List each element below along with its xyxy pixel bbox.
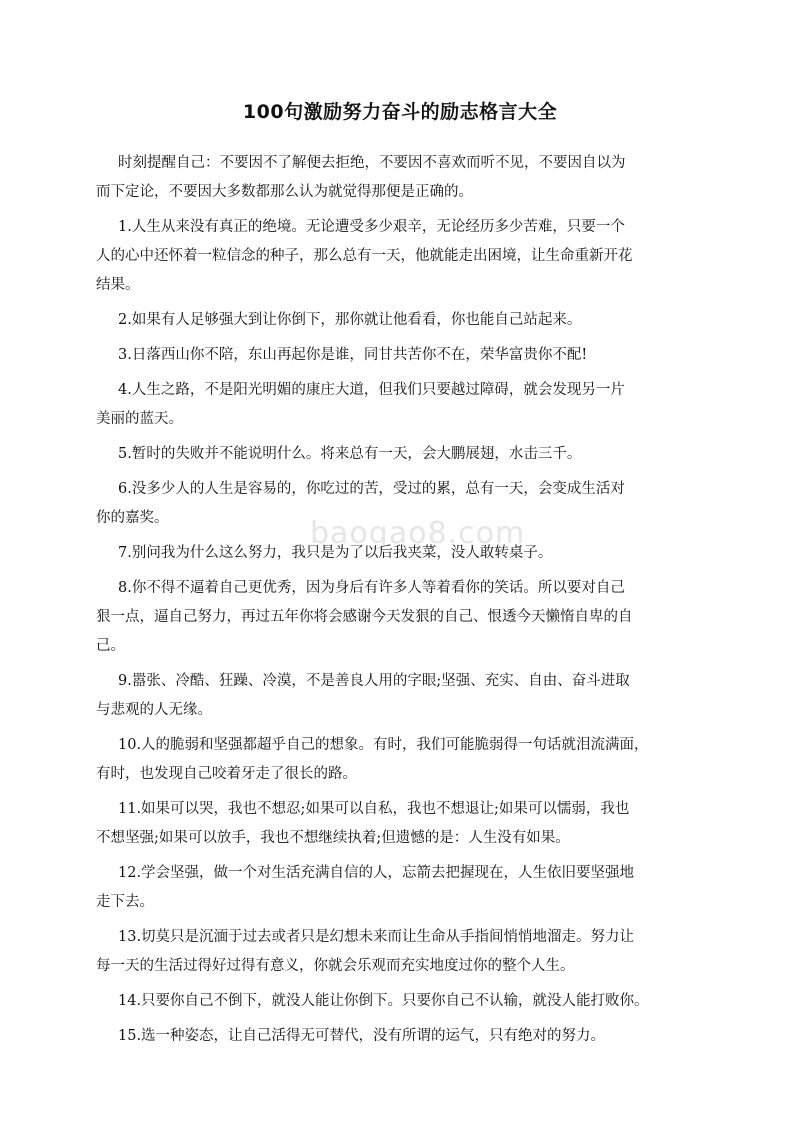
paragraph-quote-13 [96,923,721,981]
watermark-text: baogao8.com [310,516,526,551]
paragraph-line: 2.如果有人足够强大到让你倒下，那你就让他看看，你也能自己站起来。 [118,312,582,328]
paragraph-line: 5.暂时的失败并不能说明什么。将来总有一天，会大鹏展翅，水击三千。 [118,446,582,462]
paragraph-quote-15 [96,1022,721,1051]
paragraph-line: 1.人生从来没有真正的绝境。无论遭受多少艰辛，无论经历多少苦难，只要一个 [118,219,625,235]
paragraph-quote-2 [96,306,721,335]
paragraph-line: 15.选一种姿态，让自己活得无可替代，没有所谓的运气，只有绝对的努力。 [118,1028,606,1044]
paragraph-line: 结果。 [96,277,140,293]
paragraph-quote-6 [96,475,721,533]
paragraph-line: 13.切莫只是沉湎于过去或者只是幻想未来而让生命从手指间悄悄地溜走。努力让 [118,929,635,945]
paragraph-quote-10 [96,731,721,789]
paragraph-quote-4 [96,376,721,434]
paragraph-line: 走下去。 [96,894,154,910]
document-body [96,149,721,1057]
paragraph-quote-9 [96,667,721,725]
paragraph-line: 而下定论，不要因大多数都那么认为就觉得那便是正确的。 [96,184,473,200]
paragraph-line: 有时，也发现自己咬着牙走了很长的路。 [96,766,357,782]
paragraph-quote-1 [96,213,721,300]
paragraph-quote-14 [96,987,721,1016]
paragraph-line: 7.别问我为什么这么努力，我只是为了以后我夹菜，没人敢转桌子。 [118,545,553,561]
paragraph-line: 每一天的生活过得好过得有意义，你就会乐观而充实地度过你的整个人生。 [96,958,575,974]
paragraph-quote-7 [96,539,721,568]
paragraph-line: 4.人生之路，不是阳光明媚的康庄大道，但我们只要越过障碍，就会发现另一片 [118,382,625,398]
paragraph-line: 14.只要你自己不倒下，就没人能让你倒下。只要你自己不认输，就没人能打败你。 [118,993,649,1009]
paragraph-quote-11 [96,795,721,853]
paragraph-line: 与悲观的人无缘。 [96,702,212,718]
document-title: 100句激励努力奋斗的励志格言大全 [242,101,558,123]
paragraph-line: 己。 [96,638,125,654]
paragraph-line: 你的嘉奖。 [96,510,169,526]
paragraph-line: 狠一点，逼自己努力，再过五年你将会感谢今天发狠的自己、恨透今天懒惰自卑的自 [96,609,633,625]
paragraph-intro [96,149,721,207]
paragraph-quote-5 [96,440,721,469]
paragraph-quote-12 [96,859,721,917]
paragraph-quote-8 [96,574,721,661]
paragraph-line: 人的心中还怀着一粒信念的种子，那么总有一天，他就能走出困境，让生命重新开花 [96,248,633,264]
paragraph-line: 美丽的蓝天。 [96,411,183,427]
paragraph-line: 时刻提醒自己：不要因不了解便去拒绝，不要因不喜欢而听不见，不要因自以为 [118,155,626,171]
paragraph-line: 8.你不得不逼着自己更优秀，因为身后有许多人等着看你的笑话。所以要对自己 [118,580,625,596]
paragraph-line: 9.嚣张、冷酷、狂躁、冷漠，不是善良人用的字眼;坚强、充实、自由、奋斗进取 [118,673,630,689]
paragraph-line: 不想坚强;如果可以放手，我也不想继续执着;但遗憾的是：人生没有如果。 [96,830,570,846]
paragraph-line: 11.如果可以哭，我也不想忍;如果可以自私，我也不想退让;如果可以懦弱，我也 [118,801,630,817]
paragraph-line: 10.人的脆弱和坚强都超乎自己的想象。有时，我们可能脆弱得一句话就泪流满面， [118,737,649,753]
paragraph-line: 3.日落西山你不陪，东山再起你是谁，同甘共苦你不在，荣华富贵你不配! [118,347,588,363]
paragraph-quote-3 [96,341,721,370]
paragraph-line: 12.学会坚强，做一个对生活充满自信的人，忘箭去把握现在，人生依旧要坚强地 [118,865,635,881]
paragraph-line: 6.没多少人的人生是容易的，你吃过的苦，受过的累，总有一天，会变成生活对 [118,481,625,497]
